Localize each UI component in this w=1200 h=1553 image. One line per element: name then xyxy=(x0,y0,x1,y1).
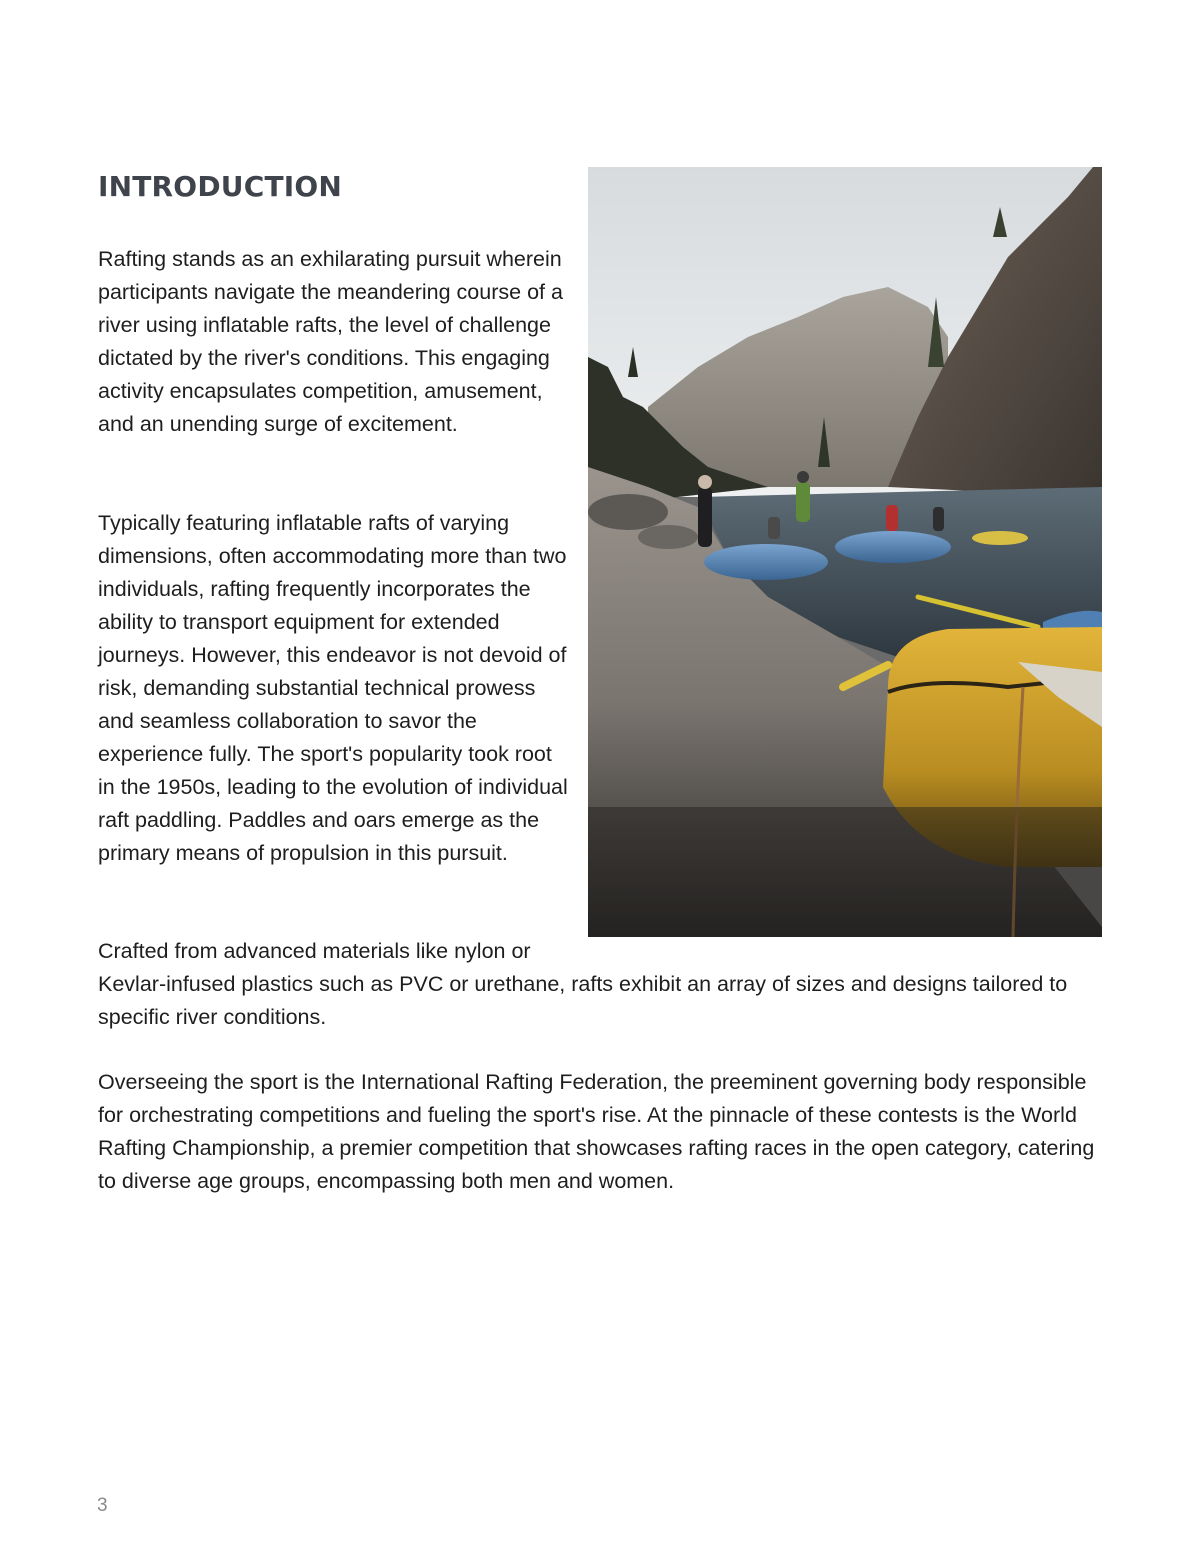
rafting-photo xyxy=(588,167,1102,937)
paragraph-intro: Rafting stands as an exhilarating pursuit wherein participants navigate the meandering course of a river using inflatable rafts, the level of challenge dictated by the river's conditions. This engaging activity encapsulates competition, amusement, and an unending surge of excitement. xyxy=(98,247,563,436)
paragraph-materials-line1: Crafted from advanced materials like nylon or xyxy=(98,939,531,963)
paragraph-federation: Overseeing the sport is the International Rafting Federation, the preeminent governing body responsible for orchestrating competitions and fueling the sport's rise. At the pinnacle of these contests is the World Rafting Championship, a premier competition that showcases rafting races in the open category, catering to diverse age groups, encompassing both men and women. xyxy=(98,1070,1095,1193)
page-number: 3 xyxy=(97,1495,108,1516)
paragraph-rafts: Typically featuring inflatable rafts of varying dimensions, often accommodating more than two individuals, rafting frequently incorporates the ability to transport equipment for extended journeys. However, this endeavor is not devoid of risk, demanding substantial technical prowess and seamless collaboration to savor the experience fully. The sport's popularity took root in the 1950s, leading to the evolution of individual raft paddling. Paddles and oars emerge as the primary means of propulsion in this pursuit. xyxy=(98,511,568,865)
page-heading: INTRODUCTION xyxy=(98,170,342,203)
paragraph-materials-rest: Kevlar-infused plastics such as PVC or urethane, rafts exhibit an array of sizes and designs tailored to specific river conditions. xyxy=(98,972,1068,1029)
paragraph-materials xyxy=(98,935,1103,1034)
